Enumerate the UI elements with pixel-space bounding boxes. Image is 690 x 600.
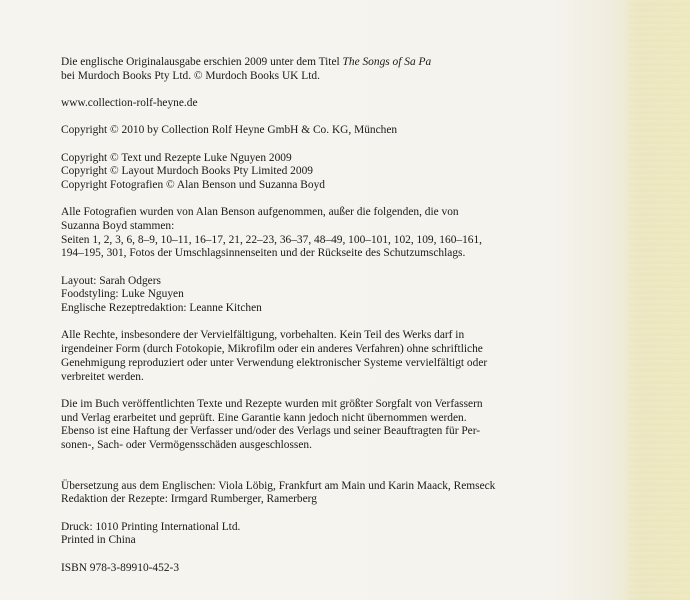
copyright-main-paragraph <box>61 124 621 138</box>
credit-line: Foodstyling: Luke Nguyen <box>61 288 184 301</box>
disclaimer-line: sonen-, Sach- oder Vermögensschäden ausgeschlossen. <box>61 438 312 451</box>
original-edition-paragraph <box>61 56 621 83</box>
rights-paragraph <box>61 329 621 384</box>
rights-line: verbreitet werden. <box>61 370 144 383</box>
photo-credits-line: Alle Fotografien wurden von Alan Benson aufgenommen, außer die folgenden, die von <box>61 206 459 219</box>
disclaimer-paragraph <box>61 398 621 453</box>
copyright-line: Copyright Fotografien © Alan Benson und Suzanna Boyd <box>61 179 325 191</box>
translation-paragraph <box>61 480 621 507</box>
photo-credits-line: Suzanna Boyd stammen: <box>61 220 175 232</box>
website-paragraph <box>61 97 621 111</box>
rights-line: irgendeiner Form (durch Fotokopie, Mikrofilm oder ein anderes Verfahren) ohne schriftliche <box>61 343 483 356</box>
imprint-text <box>61 56 621 589</box>
printing-line: Druck: 1010 Printing International Ltd. <box>61 520 241 533</box>
translation-line: Redaktion der Rezepte: Irmgard Rumberger, Ramerberg <box>61 493 317 506</box>
disclaimer-line: Die im Buch veröffentlichten Texte und Rezepte wurden mit größter Sorgfalt von Verfassern <box>61 397 483 410</box>
credits-paragraph <box>61 275 621 316</box>
page-edge-discoloration <box>628 0 690 600</box>
copyrights-paragraph <box>61 152 621 193</box>
photo-credits-paragraph <box>61 206 621 261</box>
printing-line: Printed in China <box>61 534 136 547</box>
credit-line: Layout: Sarah Odgers <box>61 274 161 287</box>
original-edition-line-1: Die englische Originalausgabe erschien 2009 unter dem Titel The Songs of Sa Pa <box>61 56 432 68</box>
copyright-line: Copyright © Layout Murdoch Books Pty Limited 2009 <box>61 165 313 178</box>
copyright-main: Copyright © 2010 by Collection Rolf Heyne GmbH & Co. KG, München <box>61 124 398 137</box>
original-edition-line-2: bei Murdoch Books Pty Ltd. © Murdoch Books UK Ltd. <box>61 69 320 82</box>
original-title: The Songs of Sa Pa <box>342 56 432 68</box>
rights-line: Genehmigung reproduziert oder unter Verwendung elektronischer Systeme vervielfältigt oder <box>61 356 488 369</box>
copyright-line: Copyright © Text und Rezepte Luke Nguyen 2009 <box>61 151 292 164</box>
disclaimer-line: und Verlag erarbeitet und geprüft. Eine Garantie kann jedoch nicht übernommen werden. <box>61 411 467 424</box>
printing-paragraph <box>61 521 621 548</box>
translation-line: Übersetzung aus dem Englischen: Viola Löbig, Frankfurt am Main und Karin Maack, Remseck <box>61 479 496 492</box>
disclaimer-line: Ebenso ist eine Haftung der Verfasser und/oder des Verlags und seiner Beauftragten für Per- <box>61 425 481 438</box>
photo-credits-line: 194–195, 301, Fotos der Umschlagsinnenseiten und der Rückseite des Schutzumschlags. <box>61 247 466 260</box>
website-url: www.collection-rolf-heyne.de <box>61 97 198 109</box>
rights-line: Alle Rechte, insbesondere der Vervielfältigung, vorbehalten. Kein Teil des Werks darf in <box>61 329 465 342</box>
isbn-paragraph <box>61 562 621 576</box>
isbn: ISBN 978-3-89910-452-3 <box>61 561 180 574</box>
credit-line: Englische Rezeptredaktion: Leanne Kitchen <box>61 302 262 315</box>
photo-credits-line: Seiten 1, 2, 3, 6, 8–9, 10–11, 16–17, 21, 22–23, 36–37, 48–49, 100–101, 102, 109, 160–161, <box>61 233 483 246</box>
